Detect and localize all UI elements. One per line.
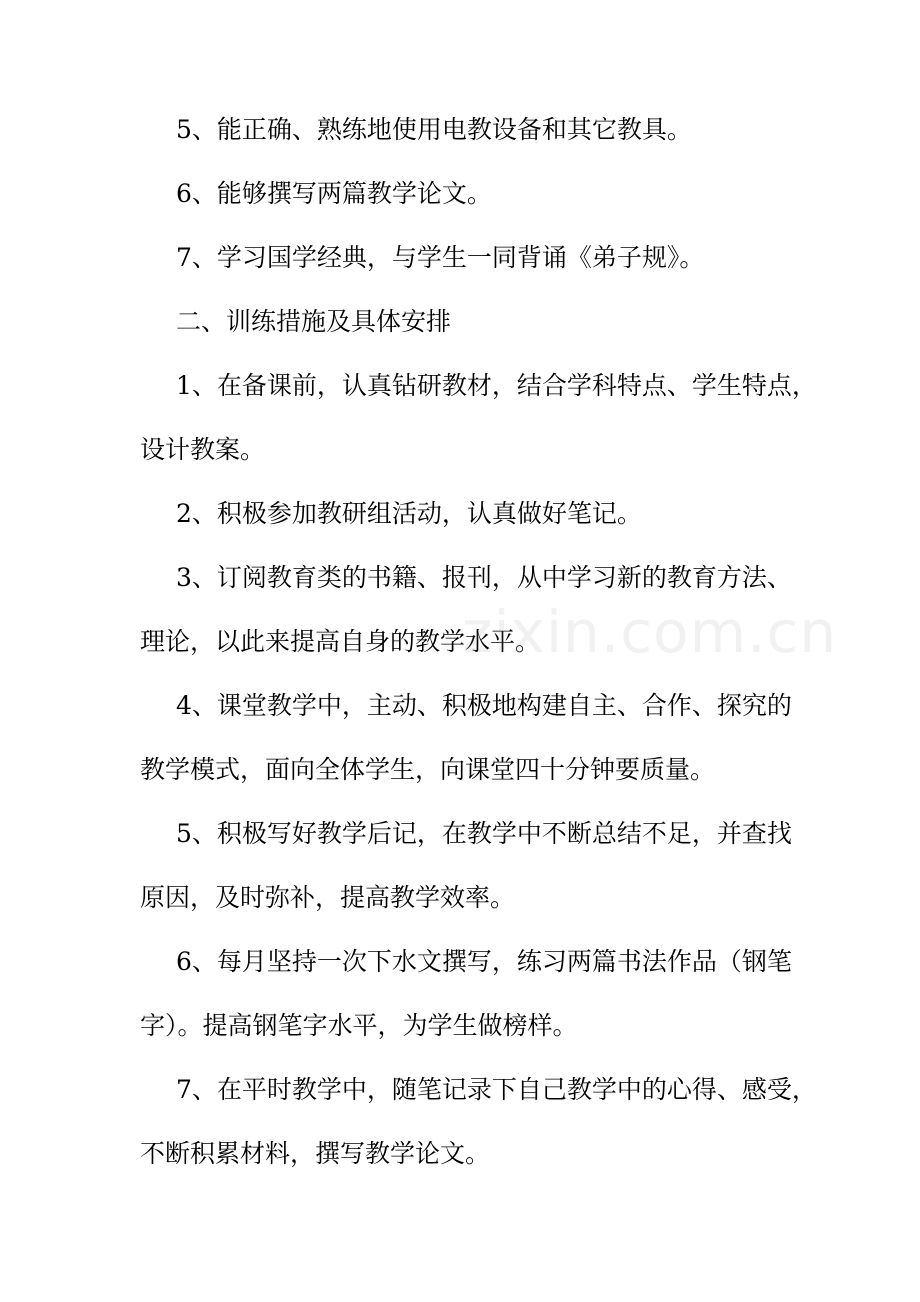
document-line: 教学模式，面向全体学生，向课堂四十分钟要质量。 bbox=[140, 755, 716, 784]
document-line: 7、在平时教学中，随笔记录下自己教学中的心得、感受， bbox=[176, 1075, 817, 1104]
document-line: 6、每月坚持一次下水文撰写，练习两篇书法作品（钢笔 bbox=[176, 947, 792, 976]
section-heading: 二、训练措施及具体安排 bbox=[176, 307, 452, 336]
document-line: 不断积累材料，撰写教学论文。 bbox=[140, 1139, 491, 1168]
document-line: 5、能正确、熟练地使用电教设备和其它教具。 bbox=[176, 115, 692, 144]
document-line: 4、课堂教学中，主动、积极地构建自主、合作、探究的 bbox=[176, 691, 792, 720]
document-line: 7、学习国学经典，与学生一同背诵《弟子规》。 bbox=[176, 243, 705, 272]
document-line: 设计教案。 bbox=[140, 435, 266, 464]
document-line: 2、积极参加教研组活动，认真做好笔记。 bbox=[176, 499, 642, 528]
watermark: zixin.com.cn bbox=[462, 598, 838, 666]
document-line: 5、积极写好教学后记，在教学中不断总结不足，并查找 bbox=[176, 819, 792, 848]
document-line: 理论，以此来提高自身的教学水平。 bbox=[140, 627, 541, 656]
document-line: 3、订阅教育类的书籍、报刊，从中学习新的教育方法、 bbox=[176, 563, 792, 592]
document-line: 字）。提高钢笔字水平，为学生做榜样。 bbox=[140, 1011, 578, 1040]
document-line: 原因，及时弥补，提高教学效率。 bbox=[140, 883, 516, 912]
document-line: 1、在备课前，认真钻研教材，结合学科特点、学生特点， bbox=[176, 371, 817, 400]
document-line: 6、能够撰写两篇教学论文。 bbox=[176, 179, 492, 208]
